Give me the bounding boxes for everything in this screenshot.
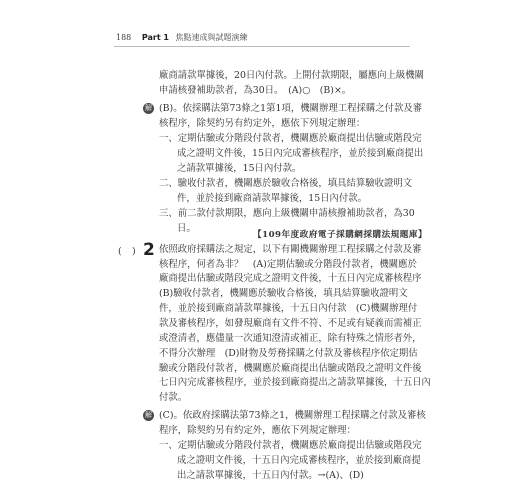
header-divider bbox=[114, 46, 410, 47]
question-line: 驗或分階段付款者，機關應於廠商提出估驗或階段之證明文件後 bbox=[159, 363, 422, 374]
section-title: 焦點速成與試題演練 bbox=[175, 33, 248, 42]
answer-line: (B)。依採購法第73條之1第1項，機關辦理工程採購之付款及審 bbox=[159, 103, 423, 114]
part-label: Part 1 bbox=[141, 33, 169, 42]
question-line: 付款。 bbox=[159, 392, 188, 403]
answer-line: 之請款單據後，15日內付款。 bbox=[177, 163, 302, 174]
answer-line: 成之證明文件後，15日內完成審核程序，並於接到廠商提出 bbox=[177, 148, 424, 159]
answer-line: 核程序，除契約另有約定外，應依下列規定辦理： bbox=[159, 118, 366, 129]
question-line: 七日內完成審核程序，並於接到廠商提出之請款單據後，十五日內 bbox=[159, 377, 431, 388]
answer-line: 成之證明文件後，十五日內完成審核程序，並於接到廠商提 bbox=[177, 455, 421, 466]
question-number: 2 bbox=[143, 240, 155, 260]
question-line: 或澄清者，應儘量一次通知澄清或補正，除有特殊之情形者外， bbox=[159, 333, 422, 344]
answer-line: 程序，除契約另有約定外，應依下列規定辦理： bbox=[159, 425, 356, 436]
answer-line: 出之請款單據後，十五日內付款。→(A)、(D) bbox=[177, 470, 364, 481]
source-tag: 【109年度政府電子採購網採購法規題庫】 bbox=[253, 230, 428, 240]
answer-line: 一、定期估驗或分階段付款者，機關應於廠商提出估驗或階段完 bbox=[159, 440, 422, 451]
answer-blank-open: ( bbox=[118, 246, 122, 257]
question-line: 件，並於接到廠商請款單據後，十五日內付款 (C)機關辦理付 bbox=[159, 303, 418, 314]
answer-line: 日。 bbox=[177, 223, 196, 234]
answer-line: 三、前二款付款期限，應向上級機關申請核撥補助款者，為30 bbox=[159, 208, 415, 219]
answer-icon: 解 bbox=[145, 411, 152, 419]
question-line: 核程序，何者為非？ (A)定期估驗或分階段付款者，機關應於 bbox=[159, 259, 417, 270]
question-line: (B)驗收付款者，機關應於驗收合格後，填具結算驗收證明文 bbox=[159, 288, 408, 299]
page-header bbox=[116, 32, 248, 43]
answer-icon: 解 bbox=[145, 104, 152, 112]
page-number: 188 bbox=[116, 33, 132, 42]
question-line: 款及審核程序，如發現廠商有文件不符、不足或有疑義而需補正 bbox=[159, 318, 422, 329]
answer-blank-close: ) bbox=[132, 246, 136, 257]
question-line: 廠商提出估驗或階段完成之證明文件後，十五日內完成審核程序 bbox=[159, 273, 422, 284]
answer-line: 二、驗收付款者，機關應於驗收合格後，填具結算驗收證明文 bbox=[159, 178, 413, 189]
text-line: 廠商請款單據後，20日內付款。上開付款期限，屬應向上級機關 bbox=[159, 70, 425, 81]
text-line: 申請核發補助款者，為30日。 (A)○ (B)×。 bbox=[159, 85, 352, 96]
answer-line: 件，並於接到廠商請款單據後，15日內付款。 bbox=[177, 193, 368, 204]
question-line: 不得分次辦理 (D)財物及勞務採購之付款及審核程序依定期估 bbox=[159, 348, 418, 359]
question-line: 依照政府採購法之規定，以下有關機關辦理工程採購之付款及審 bbox=[159, 244, 422, 255]
answer-line: (C)。依政府採購法第73條之1，機關辦理工程採購之付款及審核 bbox=[159, 410, 426, 421]
answer-line: 一、定期估驗或分階段付款者，機關應於廠商提出估驗或階段完 bbox=[159, 133, 422, 144]
